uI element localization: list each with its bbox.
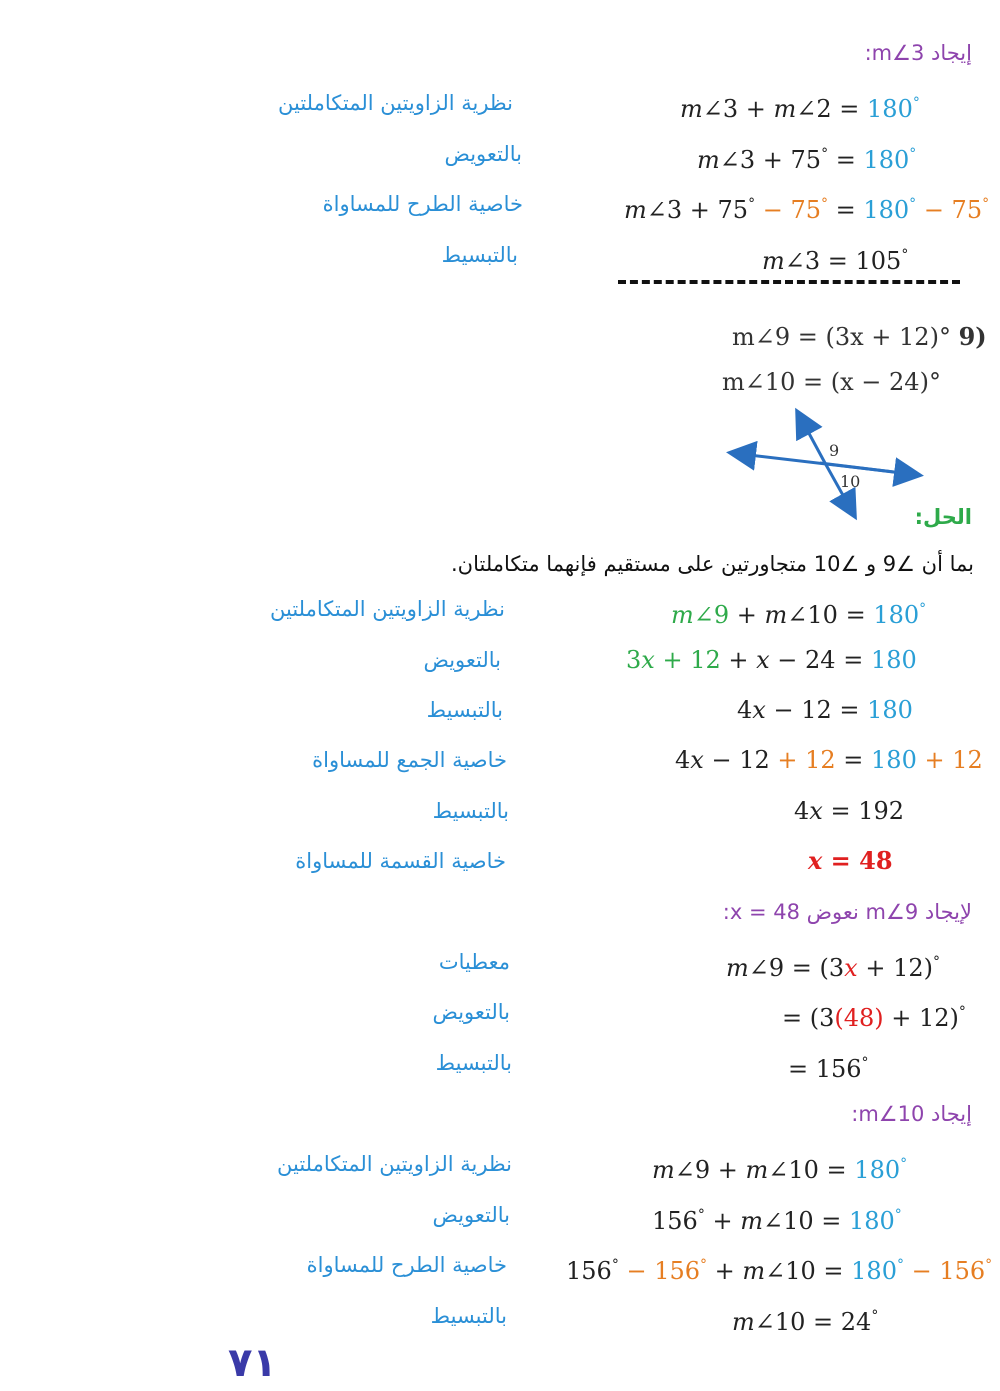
equation-row: m∠3 + m∠2 = 180°: [680, 95, 920, 123]
reason-label: بالتبسيط: [432, 799, 509, 823]
find-angle3-heading: إيجاد m∠3:: [864, 41, 972, 65]
line-diagonal: [798, 413, 825, 463]
equation-row: = (3(48) + 12)°: [782, 1004, 966, 1032]
equation-row: m∠9 = (3x + 12)°: [726, 954, 940, 982]
equation-row: m∠10 = 24°: [732, 1308, 879, 1336]
reason-label: بالتبسيط: [441, 243, 518, 267]
problem-number: 9): [958, 322, 987, 351]
equation-row: 4x − 12 + 12 = 180 + 12: [675, 746, 983, 774]
reason-label: بالتبسيط: [430, 1304, 507, 1328]
reason-label: بالتبسيط: [435, 1051, 512, 1075]
equation-row: = 156°: [788, 1055, 869, 1083]
equation-row: m∠9 + m∠10 = 180°: [652, 1156, 908, 1184]
reason-label: بالتعويض: [444, 142, 522, 166]
solution-title: الحل:: [914, 505, 972, 529]
equation-row: m∠3 + 75° = 180°: [697, 146, 917, 174]
figure-label-9: 9: [829, 441, 840, 460]
section-divider: [618, 280, 960, 284]
equation-result: x = 48: [808, 846, 893, 875]
equation-row: 4x − 12 = 180: [737, 696, 913, 724]
problem-line-2: m∠10 = (x − 24)°: [722, 368, 941, 396]
equation-row: 4x = 192: [794, 797, 905, 825]
equation-row: 3x + 12 + x − 24 = 180: [626, 646, 917, 674]
equation-row: 156° + m∠10 = 180°: [652, 1207, 902, 1235]
reason-label: بالتبسيط: [426, 698, 503, 722]
solution-intro: بما أن ∠9 و ∠10 متجاورتين على مستقيم فإنهما متكاملتان.: [451, 552, 974, 576]
reason-label: خاصية القسمة للمساواة: [295, 849, 506, 873]
line-horizontal-end: [820, 463, 918, 475]
figure-label-10: 10: [840, 472, 861, 491]
reason-label: بالتعويض: [432, 1203, 510, 1227]
reason-label: نظرية الزاويتين المتكاملتين: [277, 1152, 512, 1176]
equation-row: m∠9 + m∠10 = 180°: [671, 601, 927, 629]
page-number: ٧١: [228, 1340, 277, 1386]
equation-row: m∠3 = 105°: [762, 247, 909, 275]
angles-figure: [720, 405, 930, 523]
equation-row: m∠3 + 75° − 75° = 180° − 75°: [624, 196, 990, 224]
find-angle10-heading: إيجاد m∠10:: [851, 1102, 972, 1126]
reason-label: نظرية الزاويتين المتكاملتين: [270, 597, 505, 621]
reason-label: معطيات: [438, 950, 510, 974]
reason-label: خاصية الطرح للمساواة: [322, 192, 523, 216]
reason-label: بالتعويض: [432, 1000, 510, 1024]
problem-line-1: m∠9 = (3x + 12)° 9): [732, 322, 987, 351]
find-angle9-heading: لإيجاد m∠9 نعوض x = 48:: [722, 900, 972, 924]
equation-row: 156° − 156° + m∠10 = 180° − 156°: [566, 1257, 993, 1285]
reason-label: خاصية الطرح للمساواة: [306, 1253, 507, 1277]
reason-label: نظرية الزاويتين المتكاملتين: [278, 91, 513, 115]
reason-label: بالتعويض: [423, 648, 501, 672]
reason-label: خاصية الجمع للمساواة: [312, 748, 507, 772]
